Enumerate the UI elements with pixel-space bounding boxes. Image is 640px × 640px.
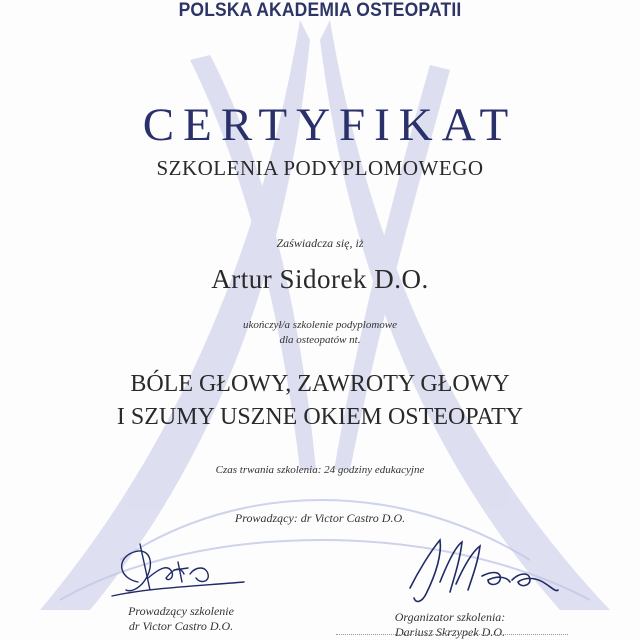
signature-right bbox=[396, 532, 566, 610]
training-duration: Czas trwania szkolenia: 24 godziny edukacyjne bbox=[215, 464, 425, 476]
signature-right-role: Organizator szkolenia: bbox=[394, 610, 506, 624]
completed-text-line1: ukończył/a szkolenie podyplomowe bbox=[243, 319, 397, 331]
certificate-title: CERTYFIKAT bbox=[142, 99, 518, 151]
signature-left-role: Prowadzący szkolenie bbox=[128, 604, 234, 618]
signature-right-name: Dariusz Skrzypek D.O. bbox=[395, 625, 505, 639]
training-topic-line2: I SZUMY USZNE OKIEM OSTEOPATY bbox=[116, 404, 524, 430]
recipient-name: Artur Sidorek D.O. bbox=[211, 264, 429, 294]
signature-block-left bbox=[96, 604, 266, 634]
academy-name: POLSKA AKADEMIA OSTEOPATII bbox=[178, 0, 462, 21]
attest-text: Zaświadcza się, iż bbox=[276, 236, 364, 250]
signature-left bbox=[108, 538, 248, 604]
training-topic-line1: BÓLE GŁOWY, ZAWROTY GŁOWY bbox=[130, 371, 510, 397]
training-lead: Prowadzący: dr Victor Castro D.O. bbox=[234, 511, 406, 525]
signature-block-right bbox=[360, 610, 540, 640]
certificate-subtitle: SZKOLENIA PODYPLOMOWEGO bbox=[156, 156, 484, 180]
completed-text-line2: dla osteopatów nt. bbox=[279, 334, 361, 346]
signature-left-name: dr Victor Castro D.O. bbox=[128, 619, 234, 633]
signature-dotted-line bbox=[336, 634, 568, 635]
